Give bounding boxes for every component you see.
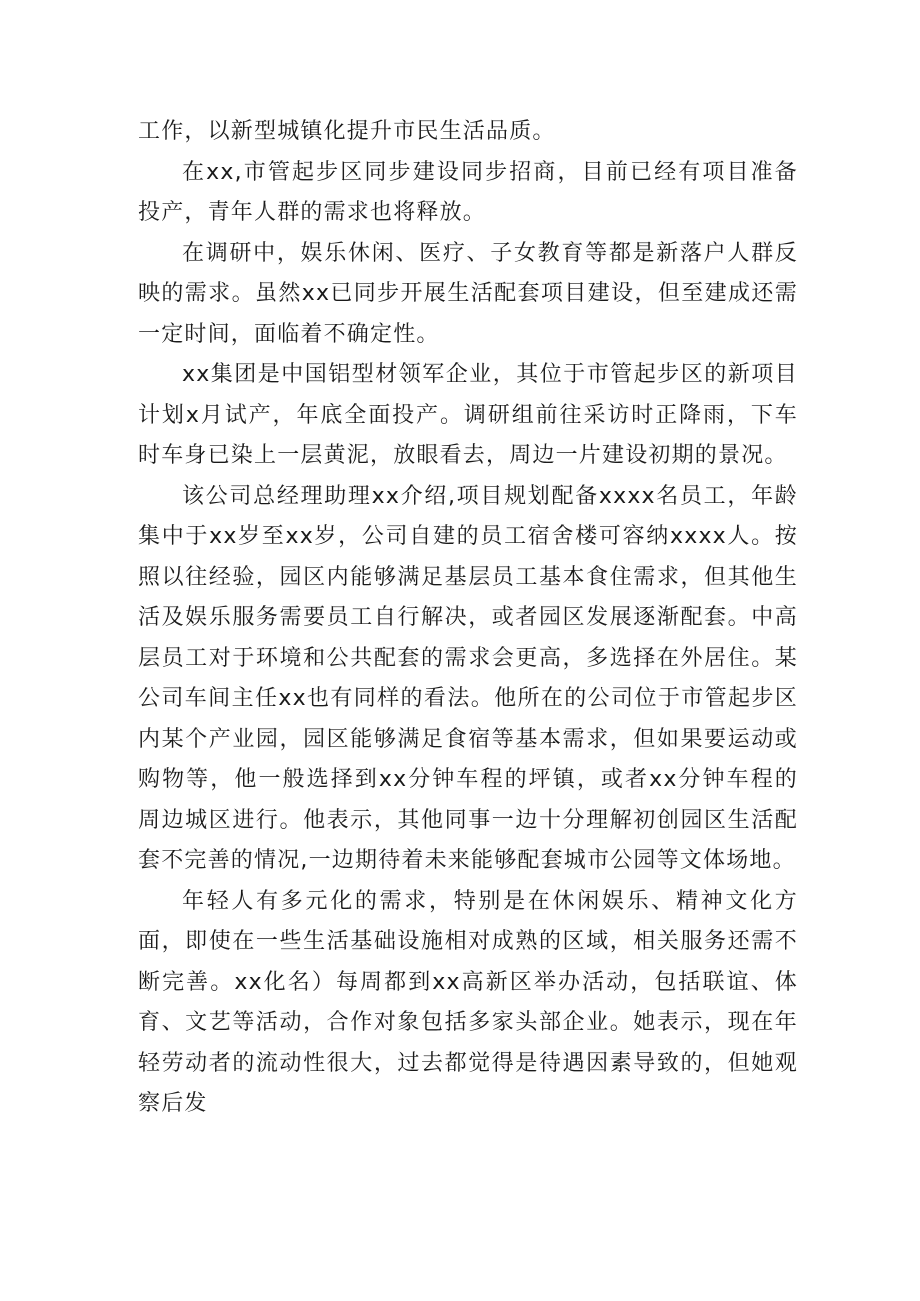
paragraph-company-interview: 该公司总经理助理xx介绍,项目规划配备xxxx名员工，年龄集中于xx岁至xx岁，公司自建的员工宿舍楼可容纳xxxx人。按照以往经验，园区内能够满足基层员工基本食住需求，但其他生活及娱乐服务需要员工自行解决，或者园区发展逐渐配套。中高层员工对于环境和公共配套的需求会更高，多选择在外居住。某公司车间主任xx也有同样的看法。他所在的公司位于市管起步区内某个产业园，园区能够满足食宿等基本需求，但如果要运动或购物等，他一般选择到xx分钟车程的坪镇，或者xx分钟车程的周边城区进行。他表示，其他同事一边十分理解初创园区生活配套不完善的情况,一边期待着未来能够配套城市公园等文体场地。 xyxy=(138,483,798,873)
document-body xyxy=(138,112,798,1125)
paragraph-continuation: 工作，以新型城镇化提升市民生活品质。 xyxy=(138,119,556,144)
paragraph-investment: 在xx,市管起步区同步建设同步招商，目前已经有项目准备投产，青年人群的需求也将释放。 xyxy=(138,159,798,225)
paragraph-aluminum-group: xx集团是中国铝型材领军企业，其位于市管起步区的新项目计划x月试产，年底全面投产。调研组前往采访时正降雨，下车时车身已染上一层黄泥，放眼看去，周边一片建设初期的景况。 xyxy=(138,362,798,468)
paragraph-young-people: 年轻人有多元化的需求，特别是在休闲娱乐、精神文化方面，即使在一些生活基础设施相对成熟的区域，相关服务还需不断完善。xx化名）每周都到xx高新区举办活动，包括联谊、体育、文艺等活动，合作对象包括多家头部企业。她表示，现在年轻劳动者的流动性很大，过去都觉得是待遇因素导致的，但她观察后发 xyxy=(138,888,798,1116)
paragraph-survey-needs: 在调研中，娱乐休闲、医疗、子女教育等都是新落户人群反映的需求。虽然xx已同步开展生活配套项目建设，但至建成还需一定时间，面临着不确定性。 xyxy=(138,240,798,347)
